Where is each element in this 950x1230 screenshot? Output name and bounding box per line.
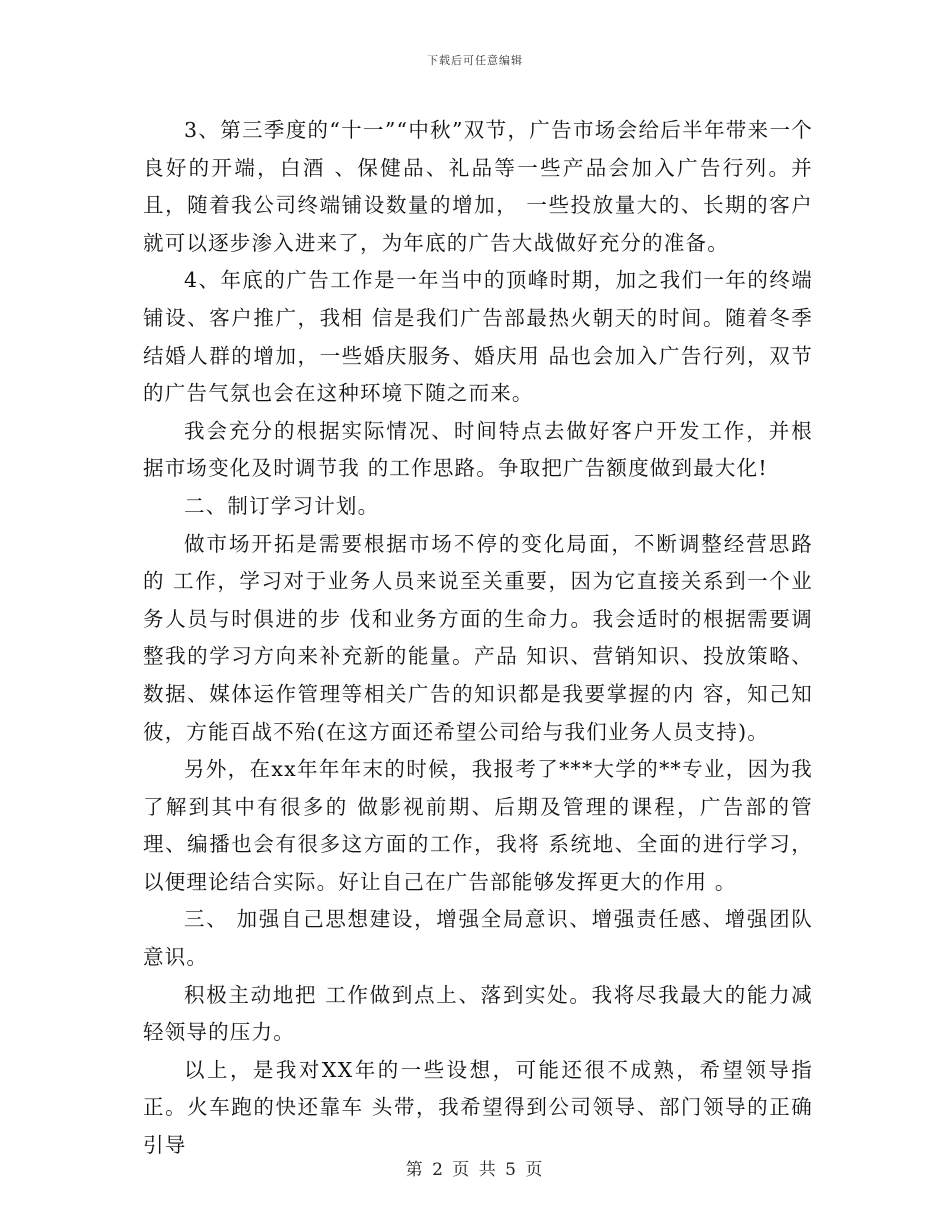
paragraph-year-end: 4、年底的广告工作是一年当中的顶峰时期，加之我们一年的终端铺设、客户推广，我相 信是我们广告部最热火朝天的时间。随着冬季结婚人群的增加，一些婚庆服务、婚庆用 品也会加入广告行列，双节的广告气氛也会在这种环境下随之而来。 <box>143 268 813 406</box>
paragraph-study-importance: 做市场开拓是需要根据市场不停的变化局面，不断调整经营思路的 工作，学习对于业务人员来说至关重要，因为它直接关系到一个业务人员与时俱进的步 伐和业务方面的生命力。我会适时的根据需要调整我的学习方向来补充新的能量。产品 知识、营销知识、投放策略、数据、媒体运作管理等相关广告的知识都是我要掌握的内 容，知己知彼，方能百战不殆(在这方面还希望公司给与我们业务人员支持)。 <box>143 531 813 744</box>
paragraph-conclusion: 以上，是我对XX年的一些设想，可能还很不成熟，希望领导指正。火车跑的快还靠车 头带，我希望得到公司领导、部门领导的正确引导 <box>143 1057 813 1158</box>
paragraph-client-development: 我会充分的根据实际情况、时间特点去做好客户开发工作，并根据市场变化及时调节我 的工作思路。争取把广告额度做到最大化! <box>143 418 813 481</box>
page-footer: 第 2 页 共 5 页 <box>405 1160 545 1180</box>
page-header: 下载后可任意编辑 <box>427 54 523 67</box>
paragraph-proactive-work: 积极主动地把 工作做到点上、落到实处。我将尽我最大的能力减轻领导的压力。 <box>143 982 813 1045</box>
document-body <box>143 112 813 1165</box>
section-heading-ideology: 三、 加强自己思想建设，增强全局意识、增强责任感、增强团队意识。 <box>143 907 813 970</box>
section-heading-study-plan: 二、制订学习计划。 <box>184 493 380 518</box>
paragraph-university-enrollment: 另外，在xx年年年末的时候，我报考了***大学的**专业，因为我了解到其中有很多的 做影视前期、后期及管理的课程，广告部的管理、编播也会有很多这方面的工作，我将 系统地、全面的进行学习，以便理论结合实际。好让自己在广告部能够发挥更大的作用 。 <box>143 757 813 894</box>
paragraph-q3-festivals: 3、第三季度的“十一”“中秋”双节，广告市场会给后半年带来一个良好的开端，白酒 、保健品、礼品等一些产品会加入广告行列。并且，随着我公司终端铺设数量的增加， 一些投放量大的、长期的客户就可以逐步渗入进来了，为年底的广告大战做好充分的准备。 <box>143 118 813 255</box>
